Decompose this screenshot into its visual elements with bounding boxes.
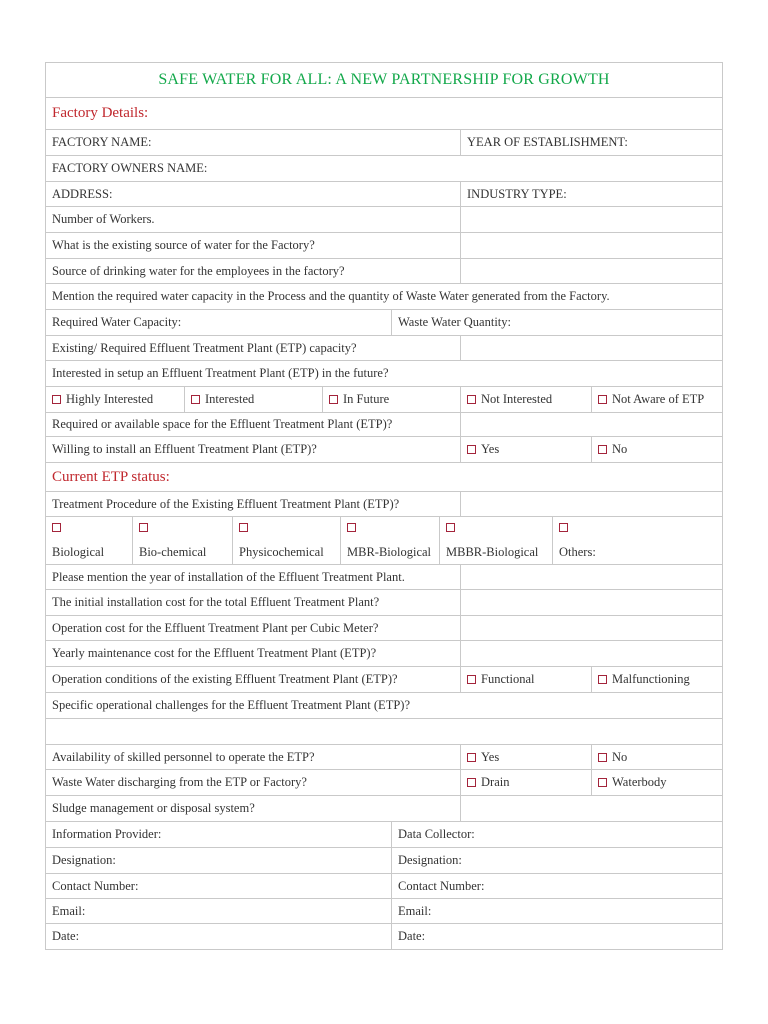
etp-interest-label: Interested in setup an Effluent Treatment Plant (ETP) in the future? <box>52 366 389 380</box>
option-label: No <box>612 442 628 456</box>
option-mbbr-biological[interactable] <box>439 517 552 564</box>
option-label: Not Interested <box>481 392 553 406</box>
operation-conditions-row <box>46 667 722 693</box>
operation-conditions-label: Operation conditions of the existing Effluent Treatment Plant (ETP)? <box>52 672 398 686</box>
drinking-water-answer[interactable] <box>460 259 722 283</box>
collector-contact-number-field[interactable]: Contact Number: <box>391 874 722 898</box>
footer-row <box>46 822 722 848</box>
number-of-workers-answer[interactable] <box>460 207 722 232</box>
checkbox[interactable] <box>347 523 356 532</box>
form-title: SAFE WATER FOR ALL: A NEW PARTNERSHIP FOR GROWTH <box>158 71 610 88</box>
willing-row <box>46 437 722 463</box>
option-waterbody[interactable] <box>591 770 722 795</box>
option-label: Interested <box>205 392 255 406</box>
checkbox[interactable] <box>467 395 476 404</box>
provider-email-field[interactable]: Email: <box>52 903 86 918</box>
footer-row <box>46 874 722 899</box>
checkbox[interactable] <box>598 395 607 404</box>
provider-contact-number-field[interactable]: Contact Number: <box>52 878 139 893</box>
footer-row <box>46 848 722 874</box>
checkbox[interactable] <box>467 753 476 762</box>
option-label: MBR-Biological <box>347 545 432 559</box>
option-label: No <box>612 749 628 764</box>
treatment-procedure-answer[interactable] <box>460 492 722 516</box>
etp-capacity-row <box>46 336 722 361</box>
interest-options-row <box>46 387 722 413</box>
option-willing-yes[interactable] <box>460 437 591 462</box>
maintenance-cost-answer[interactable] <box>460 641 722 666</box>
footer-row <box>46 899 722 924</box>
discharge-row <box>46 770 722 796</box>
option-label: Biological <box>52 545 105 559</box>
checkbox[interactable] <box>598 675 607 684</box>
willing-label: Willing to install an Effluent Treatment Plant (ETP)? <box>52 442 317 456</box>
title-row <box>46 63 722 98</box>
skilled-personnel-label: Availability of skilled personnel to operate the ETP? <box>52 749 315 764</box>
operation-cost-label: Operation cost for the Effluent Treatment Plant per Cubic Meter? <box>52 620 379 635</box>
treatment-procedure-row <box>46 492 722 517</box>
section-factory-details: Factory Details: <box>52 105 149 121</box>
maintenance-cost-label: Yearly maintenance cost for the Effluent Treatment Plant (ETP)? <box>52 646 377 660</box>
option-interested[interactable] <box>184 387 322 412</box>
operational-challenges-answer[interactable] <box>46 719 722 744</box>
option-mbr-biological[interactable] <box>340 517 439 564</box>
water-source-answer[interactable] <box>460 233 722 258</box>
treatment-procedure-label: Treatment Procedure of the Existing Effluent Treatment Plant (ETP)? <box>52 496 400 511</box>
year-of-establishment-field[interactable]: YEAR OF ESTABLISHMENT: <box>460 130 722 155</box>
checkbox[interactable] <box>559 523 568 532</box>
section-current-etp-status: Current ETP status: <box>52 468 170 485</box>
water-source-row <box>46 233 722 259</box>
capacity-row <box>46 310 722 336</box>
survey-form <box>45 62 723 950</box>
footer-row <box>46 924 722 949</box>
option-personnel-no[interactable] <box>591 745 722 769</box>
checkbox[interactable] <box>598 445 607 454</box>
provider-designation-field[interactable]: Designation: <box>52 853 116 867</box>
installation-cost-row <box>46 590 722 616</box>
operational-challenges-row <box>46 693 722 719</box>
address-field[interactable]: ADDRESS: <box>52 186 113 201</box>
checkbox[interactable] <box>467 778 476 787</box>
industry-type-field[interactable]: INDUSTRY TYPE: <box>460 182 722 206</box>
checkbox[interactable] <box>446 523 455 532</box>
checkbox[interactable] <box>467 445 476 454</box>
section-row <box>46 98 722 130</box>
number-of-workers-label: Number of Workers. <box>52 212 155 226</box>
treatment-options-row <box>46 517 722 565</box>
checkbox[interactable] <box>239 523 248 532</box>
factory-owners-name-field[interactable]: FACTORY OWNERS NAME: <box>52 161 208 175</box>
section-row <box>46 463 722 492</box>
address-row <box>46 182 722 207</box>
option-label: Yes <box>481 442 500 456</box>
operation-cost-answer[interactable] <box>460 616 722 640</box>
option-physicochemical[interactable] <box>232 517 340 564</box>
collector-email-field[interactable]: Email: <box>391 899 722 923</box>
sludge-label: Sludge management or disposal system? <box>52 801 255 815</box>
option-drain[interactable] <box>460 770 591 795</box>
option-label: Not Aware of ETP <box>612 392 705 406</box>
water-capacity-note: Mention the required water capacity in the Process and the quantity of Waste Water generated from the Factory. <box>52 289 610 303</box>
drinking-water-row <box>46 259 722 284</box>
option-willing-no[interactable] <box>591 437 722 462</box>
operation-cost-row <box>46 616 722 641</box>
installation-cost-answer[interactable] <box>460 590 722 615</box>
checkbox[interactable] <box>52 395 61 404</box>
provider-date-field[interactable]: Date: <box>52 929 80 943</box>
sludge-row <box>46 796 722 822</box>
waste-water-quantity-field[interactable]: Waste Water Quantity: <box>391 310 722 335</box>
maintenance-cost-row <box>46 641 722 667</box>
etp-space-answer[interactable] <box>460 413 722 436</box>
collector-designation-field[interactable]: Designation: <box>391 848 722 873</box>
option-label: Waterbody <box>612 775 667 789</box>
option-in-future[interactable] <box>322 387 460 412</box>
option-highly-interested[interactable] <box>46 387 184 412</box>
water-capacity-note-row <box>46 284 722 310</box>
water-source-label: What is the existing source of water for the Factory? <box>52 238 315 252</box>
operational-challenges-answer-row <box>46 719 722 745</box>
skilled-personnel-row <box>46 745 722 770</box>
etp-space-row <box>46 413 722 437</box>
factory-name-row <box>46 130 722 156</box>
option-label: In Future <box>343 392 390 406</box>
checkbox[interactable] <box>598 778 607 787</box>
collector-date-field[interactable]: Date: <box>391 924 722 949</box>
data-collector-field[interactable]: Data Collector: <box>391 822 722 847</box>
sludge-answer[interactable] <box>460 796 722 821</box>
operational-challenges-label: Specific operational challenges for the Effluent Treatment Plant (ETP)? <box>52 698 410 712</box>
checkbox[interactable] <box>329 395 338 404</box>
option-label: Drain <box>481 775 510 789</box>
etp-space-label: Required or available space for the Effluent Treatment Plant (ETP)? <box>52 417 393 431</box>
option-others[interactable] <box>552 517 722 564</box>
option-biological[interactable] <box>46 517 132 564</box>
factory-name-field[interactable]: FACTORY NAME: <box>52 135 152 149</box>
installation-year-answer[interactable] <box>460 565 722 589</box>
option-not-aware-of-etp[interactable] <box>591 387 722 412</box>
option-label: Functional <box>481 672 535 686</box>
option-label: Malfunctioning <box>612 672 690 686</box>
option-functional[interactable] <box>460 667 591 692</box>
discharge-label: Waste Water discharging from the ETP or Factory? <box>52 775 307 789</box>
option-label: Highly Interested <box>66 392 154 406</box>
option-label: Others: <box>559 545 596 559</box>
option-not-interested[interactable] <box>460 387 591 412</box>
information-provider-field[interactable]: Information Provider: <box>52 827 162 841</box>
option-bio-chemical[interactable] <box>132 517 232 564</box>
installation-year-row <box>46 565 722 590</box>
checkbox[interactable] <box>52 523 61 532</box>
drinking-water-label: Source of drinking water for the employees in the factory? <box>52 263 345 278</box>
checkbox[interactable] <box>467 675 476 684</box>
required-water-capacity-field[interactable]: Required Water Capacity: <box>52 315 182 329</box>
workers-row <box>46 207 722 233</box>
owners-name-row <box>46 156 722 182</box>
checkbox[interactable] <box>139 523 148 532</box>
installation-cost-label: The initial installation cost for the total Effluent Treatment Plant? <box>52 595 380 609</box>
option-malfunctioning[interactable] <box>591 667 722 692</box>
option-label: MBBR-Biological <box>446 545 539 559</box>
checkbox[interactable] <box>191 395 200 404</box>
installation-year-label: Please mention the year of installation of the Effluent Treatment Plant. <box>52 569 405 584</box>
etp-interest-row <box>46 361 722 387</box>
etp-capacity-label: Existing/ Required Effluent Treatment Plant (ETP) capacity? <box>52 340 357 355</box>
option-label: Yes <box>481 749 500 764</box>
checkbox[interactable] <box>598 753 607 762</box>
option-label: Bio-chemical <box>139 545 207 559</box>
etp-capacity-answer[interactable] <box>460 336 722 360</box>
option-label: Physicochemical <box>239 545 324 559</box>
option-personnel-yes[interactable] <box>460 745 591 769</box>
